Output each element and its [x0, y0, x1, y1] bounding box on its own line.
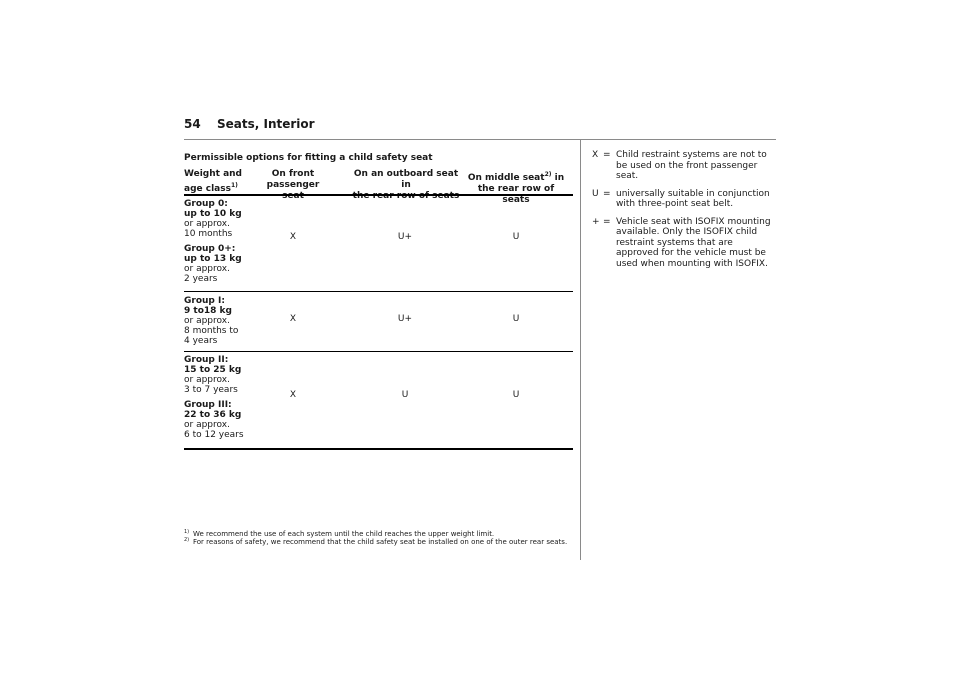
page-header	[184, 117, 776, 140]
legend-item-u: U = universally suitable in conjunction with three-point seat belt.	[592, 188, 770, 209]
table-row-2-middle: U	[512, 314, 520, 324]
footnote-1: 1) We recommend the use of each system until the child reaches the upper weight limit.	[184, 529, 495, 538]
column-header-front: On front passenger seat	[266, 169, 320, 201]
page-number: 54	[184, 117, 201, 131]
table-row-rule	[184, 291, 573, 292]
table-row-3-front: X	[289, 390, 297, 400]
section-title: Seats, Interior	[217, 117, 315, 131]
table-row-1-front: X	[289, 232, 297, 242]
table-row-1-groups: Group 0: up to 10 kg or approx. 10 months Group 0+: up to 13 kg or approx. 2 years	[184, 199, 242, 284]
table-header-rule	[184, 194, 573, 196]
table-bottom-rule	[184, 448, 573, 450]
column-header-outboard: On an outboard seat in the rear row of seats	[352, 169, 460, 201]
footnote-2: 2) For reasons of safety, we recommend that the child safety seat be installed on one of the outer rear seats.	[184, 537, 568, 546]
table-row-2-outboard: U+	[397, 314, 413, 324]
table-row-2-groups: Group I: 9 to18 kg or approx. 8 months to 4 years	[184, 296, 239, 346]
footnotes	[184, 530, 574, 546]
table-row-2-front: X	[289, 314, 297, 324]
table-row-3-groups: Group II: 15 to 25 kg or approx. 3 to 7 years Group III: 22 to 36 kg or approx. 6 to 12 years	[184, 355, 244, 440]
table-row-1-outboard: U+	[397, 232, 413, 242]
legend-item-plus: + = Vehicle seat with ISOFIX mounting available. Only the ISOFIX child restraint systems that are approved for the vehicle must be used when mounting with ISOFIX.	[592, 216, 771, 269]
column-header-weight: Weight and age class$^{1)}$	[184, 169, 243, 194]
legend	[592, 150, 777, 276]
table-row-1-middle: U	[512, 232, 520, 242]
table-title: Permissible options for fitting a child safety seat	[184, 153, 433, 163]
legend-item-x: X = Child restraint systems are not to be used on the front passenger seat.	[592, 150, 767, 181]
table-row-rule	[184, 351, 573, 352]
table-row-3-outboard: U	[401, 390, 409, 400]
column-divider	[580, 140, 581, 560]
column-header-middle: On middle seat$^{2)}$ in the rear row of seats	[467, 171, 565, 205]
table-row-3-middle: U	[512, 390, 520, 400]
